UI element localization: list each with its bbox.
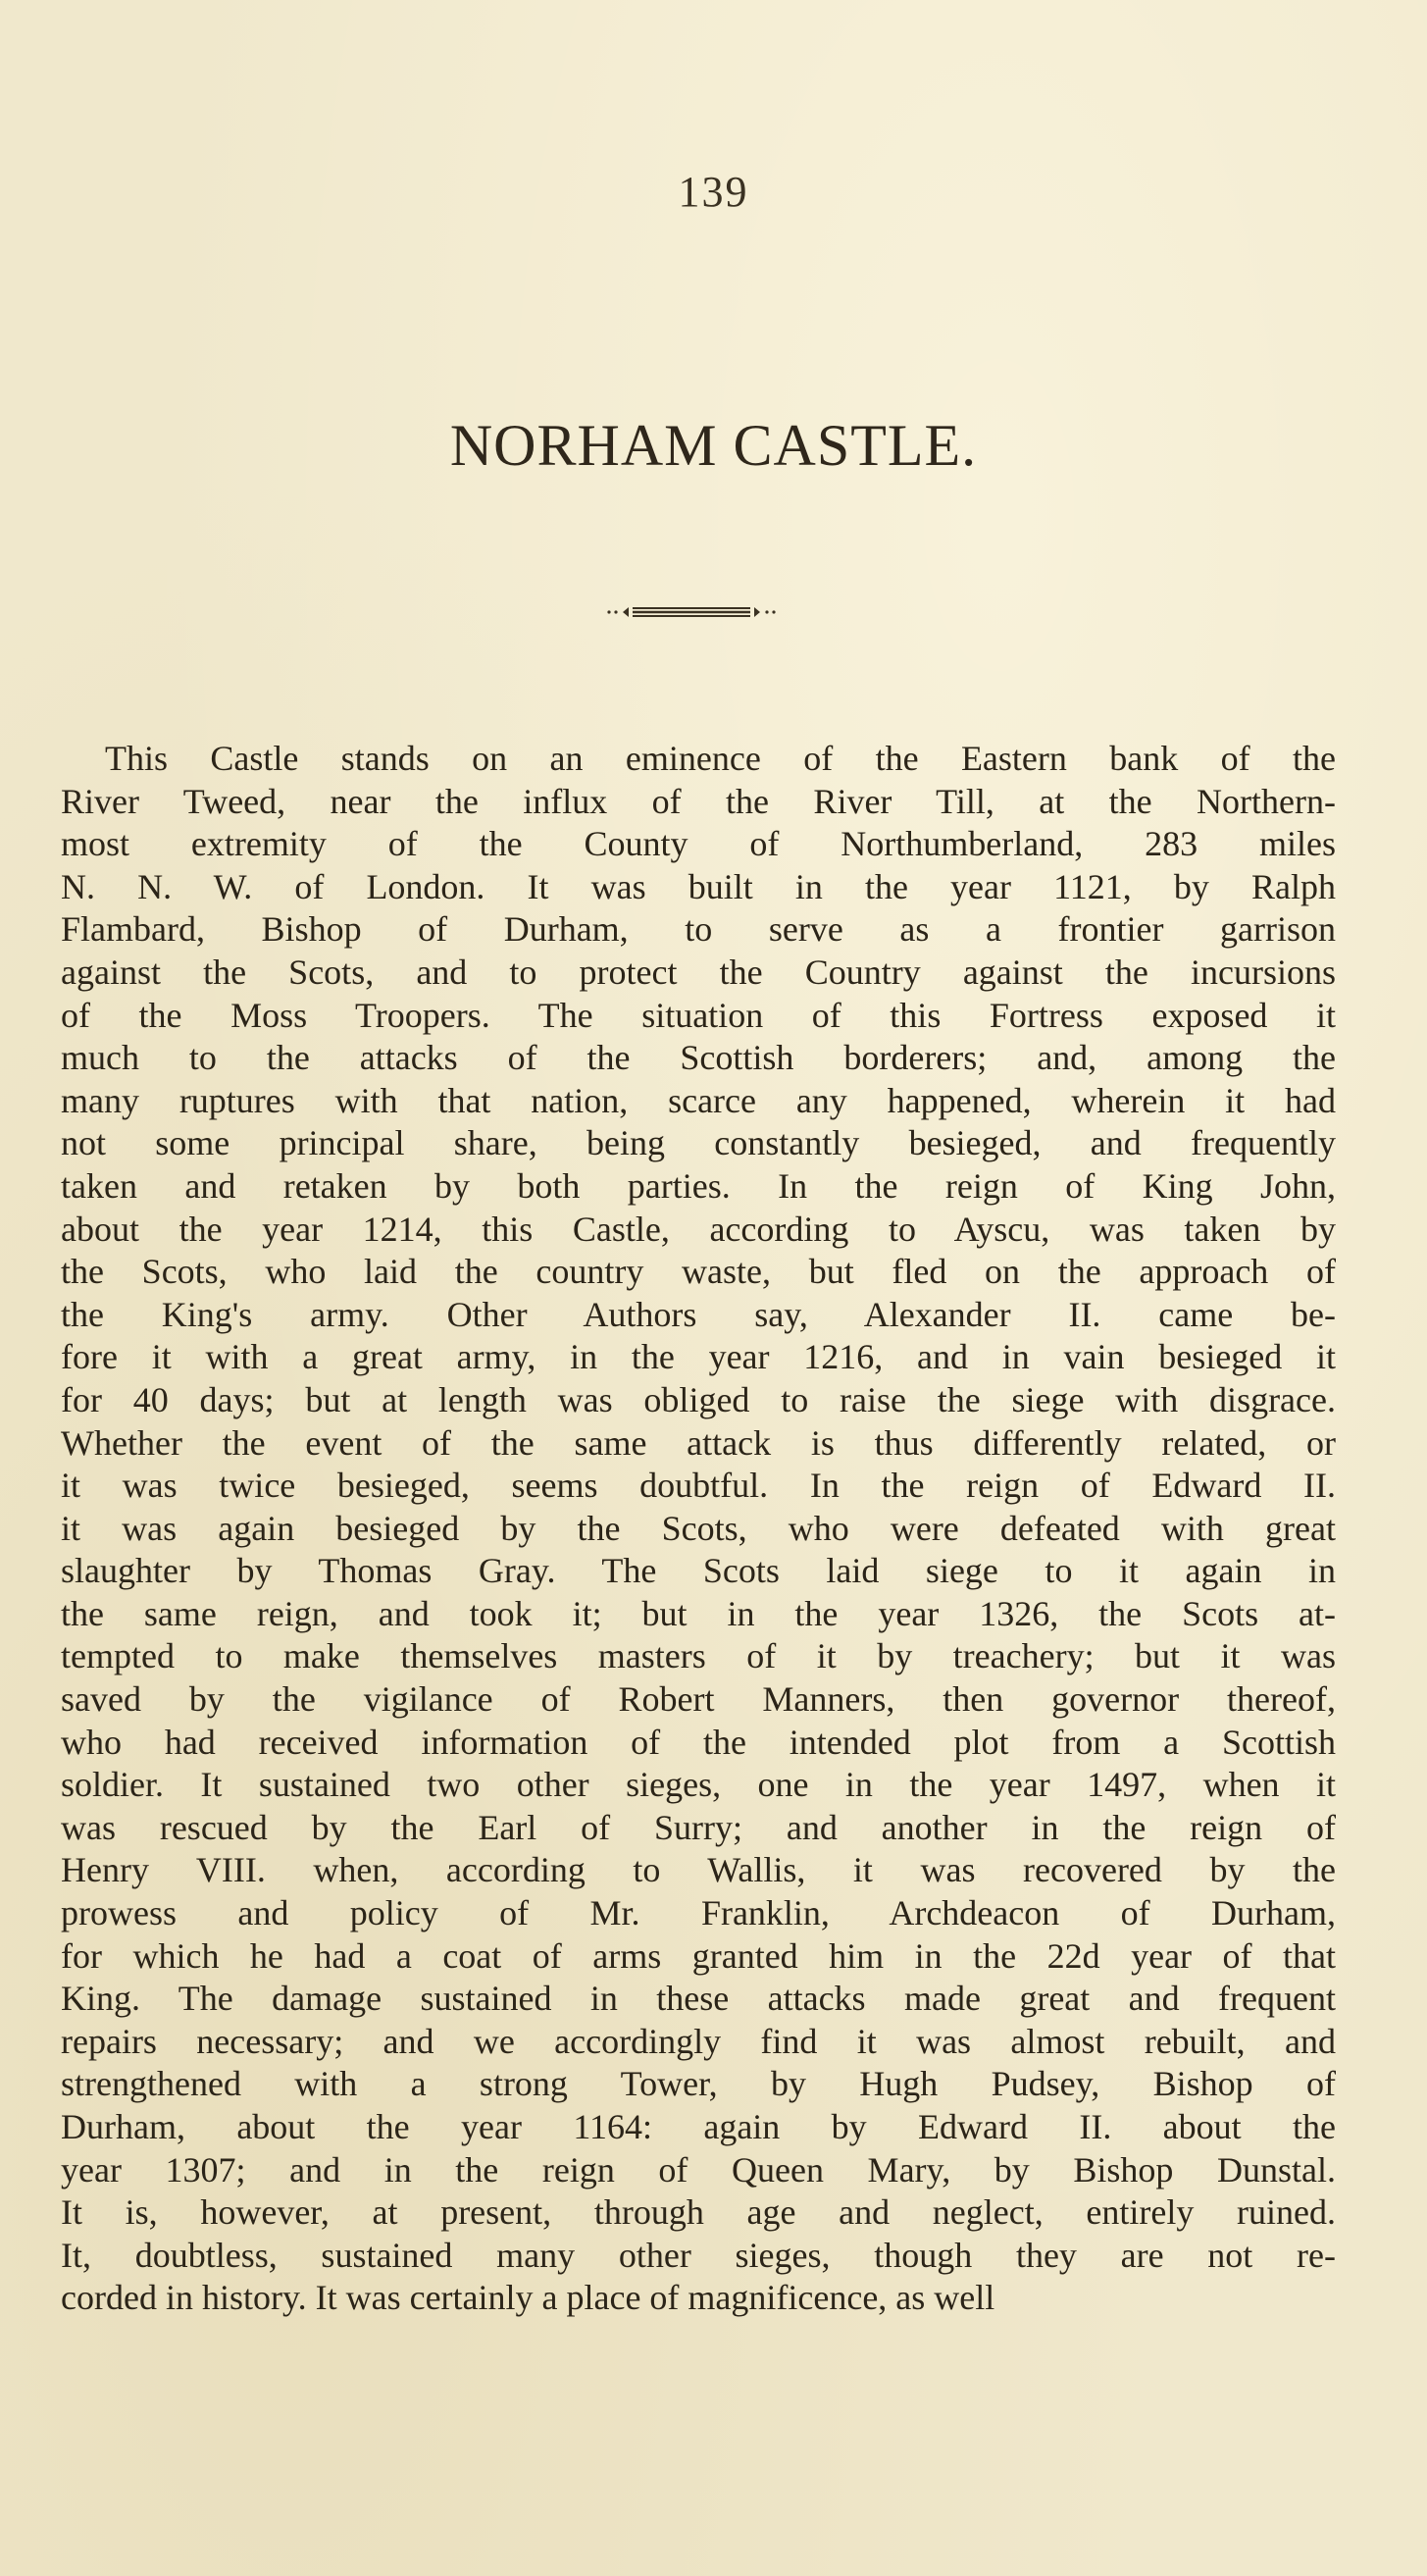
text-line: prowess and policy of Mr. Franklin, Archdeacon of Durham,	[61, 1893, 1336, 1933]
text-line: fore it with a great army, in the year 1216, and in vain besieged it	[61, 1337, 1336, 1377]
text-line: the King's army. Other Authors say, Alexander II. came be-	[61, 1294, 1336, 1334]
text-line: strengthened with a strong Tower, by Hugh Pudsey, Bishop of	[61, 2064, 1336, 2104]
text-line: year 1307; and in the reign of Queen Mary, by Bishop Dunstal.	[61, 2149, 1336, 2190]
text-line: soldier. It sustained two other sieges, one in the year 1497, when it	[61, 1765, 1336, 1805]
body-text	[61, 738, 1336, 2320]
text-line: saved by the vigilance of Robert Manners, then governor thereof,	[61, 1679, 1336, 1720]
text-line: It is, however, at present, through age and neglect, entirely ruined.	[61, 2192, 1336, 2233]
text-line: King. The damage sustained in these attacks made great and frequent	[61, 1979, 1336, 2019]
text-line: It, doubtless, sustained many other sieges, though they are not re-	[61, 2235, 1336, 2275]
text-line: the Scots, who laid the country waste, but fled on the approach of	[61, 1252, 1336, 1292]
text-line: repairs necessary; and we accordingly find it was almost rebuilt, and	[61, 2021, 1336, 2061]
text-line: slaughter by Thomas Gray. The Scots laid siege to it again in	[61, 1551, 1336, 1591]
text-line: Whether the event of the same attack is thus differently related, or	[61, 1422, 1336, 1463]
text-line: most extremity of the County of Northumberland, 283 miles	[61, 824, 1336, 864]
chapter-title: NORHAM CASTLE.	[449, 413, 978, 478]
text-line: taken and retaken by both parties. In the reign of King John,	[61, 1165, 1336, 1206]
text-line: many ruptures with that nation, scarce any happened, wherein it had	[61, 1080, 1336, 1120]
text-line: This Castle stands on an eminence of the Eastern bank of the	[105, 739, 1336, 778]
text-line: it was twice besieged, seems doubtful. In the reign of Edward II.	[61, 1466, 1336, 1506]
text-line: much to the attacks of the Scottish borderers; and, among the	[61, 1038, 1336, 1078]
text-line: for which he had a coat of arms granted him in the 22d year of that	[61, 1935, 1336, 1976]
text-line: the same reign, and took it; but in the year 1326, the Scots at-	[61, 1593, 1336, 1633]
text-line: for 40 days; but at length was obliged to raise the siege with disgrace.	[61, 1379, 1336, 1419]
text-line: not some principal share, being constantly besieged, and frequently	[61, 1123, 1336, 1163]
text-line: against the Scots, and to protect the Country against the incursions	[61, 952, 1336, 992]
text-line: of the Moss Troopers. The situation of this Fortress exposed it	[61, 995, 1336, 1035]
text-line: it was again besieged by the Scots, who were defeated with great	[61, 1508, 1336, 1548]
text-line: was rescued by the Earl of Surry; and another in the reign of	[61, 1807, 1336, 1847]
text-line: about the year 1214, this Castle, according to Ayscu, was taken by	[61, 1209, 1336, 1249]
text-line: Durham, about the year 1164: again by Edward II. about the	[61, 2107, 1336, 2146]
text-line: Henry VIII. when, according to Wallis, it was recovered by the	[61, 1850, 1336, 1890]
text-line: Flambard, Bishop of Durham, to serve as a frontier garrison	[61, 909, 1336, 950]
text-line: River Tweed, near the influx of the River Till, at the Northern-	[61, 781, 1336, 821]
text-line: who had received information of the intended plot from a Scottish	[61, 1722, 1336, 1762]
page-number: 139	[678, 168, 749, 216]
text-line: corded in history. It was certainly a place of magnificence, as well	[61, 2278, 995, 2318]
text-line: tempted to make themselves masters of it by treachery; but it was	[61, 1636, 1336, 1676]
ornament-rule-icon	[603, 600, 780, 624]
text-line: N. N. W. of London. It was built in the year 1121, by Ralph	[61, 866, 1336, 906]
